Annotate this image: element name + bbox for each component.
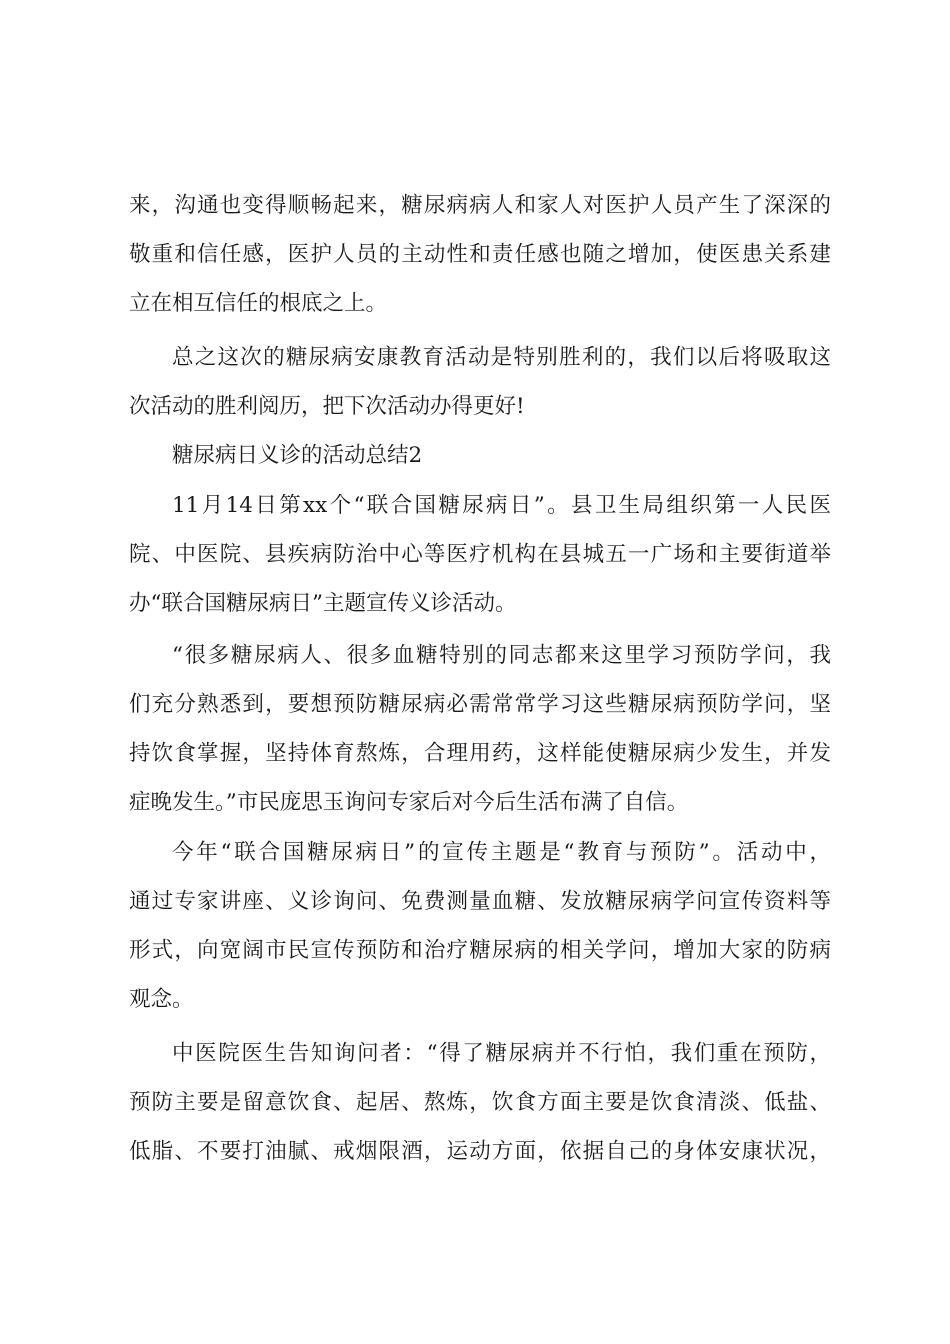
- text-line: 敬重和信任感，医护人员的主动性和责任感也随之增加，使医患关系建: [129, 242, 831, 267]
- section-heading: 糖尿病日义诊的活动总结2: [172, 443, 423, 468]
- text-line: 形式，向宽阔市民宣传预防和治疗糖尿病的相关学问，增加大家的防病: [129, 938, 831, 963]
- text-line: 预防主要是留意饮食、起居、熬炼，饮食方面主要是饮食清淡、低盐、: [129, 1090, 831, 1115]
- text-line: “很多糖尿病人、很多血糖特别的同志都来这里学习预防学问，我: [172, 643, 831, 668]
- text-line: 院、中医院、县疾病防治中心等医疗机构在县城五一广场和主要街道举: [129, 542, 831, 567]
- text-line: 低脂、不要打油腻、戒烟限酒，运动方面，依据自己的身体安康状况，: [129, 1139, 831, 1164]
- text-line: 观念。: [129, 987, 194, 1012]
- text-line: 症晚发生。”市民庞思玉询问专家后对今后生活布满了自信。: [129, 790, 689, 815]
- text-line: 来，沟通也变得顺畅起来，糖尿病病人和家人对医护人员产生了深深的: [129, 193, 831, 218]
- text-line: 今年“联合国糖尿病日”的宣传主题是“教育与预防”。活动中，: [172, 840, 831, 865]
- text-line: 们充分熟悉到，要想预防糖尿病必需常常学习这些糖尿病预防学问，坚: [129, 692, 831, 717]
- text-line: 次活动的胜利阅历，把下次活动办得更好!: [129, 394, 525, 419]
- text-line: 通过专家讲座、义诊询问、免费测量血糖、发放糖尿病学问宣传资料等: [129, 889, 831, 914]
- text-line: 中医院医生告知询问者：“得了糖尿病并不行怕，我们重在预防，: [172, 1041, 831, 1066]
- text-line: 办“联合国糖尿病日”主题宣传义诊活动。: [129, 591, 517, 616]
- text-line: 立在相互信任的根底之上。: [129, 291, 388, 316]
- text-line: 11月14日第xx个“联合国糖尿病日”。县卫生局组织第一人民医: [172, 493, 831, 518]
- text-line: 持饮食掌握，坚持体育熬炼，合理用药，这样能使糖尿病少发生，并发: [129, 741, 831, 766]
- text-line: 总之这次的糖尿病安康教育活动是特别胜利的，我们以后将吸取这: [172, 345, 831, 370]
